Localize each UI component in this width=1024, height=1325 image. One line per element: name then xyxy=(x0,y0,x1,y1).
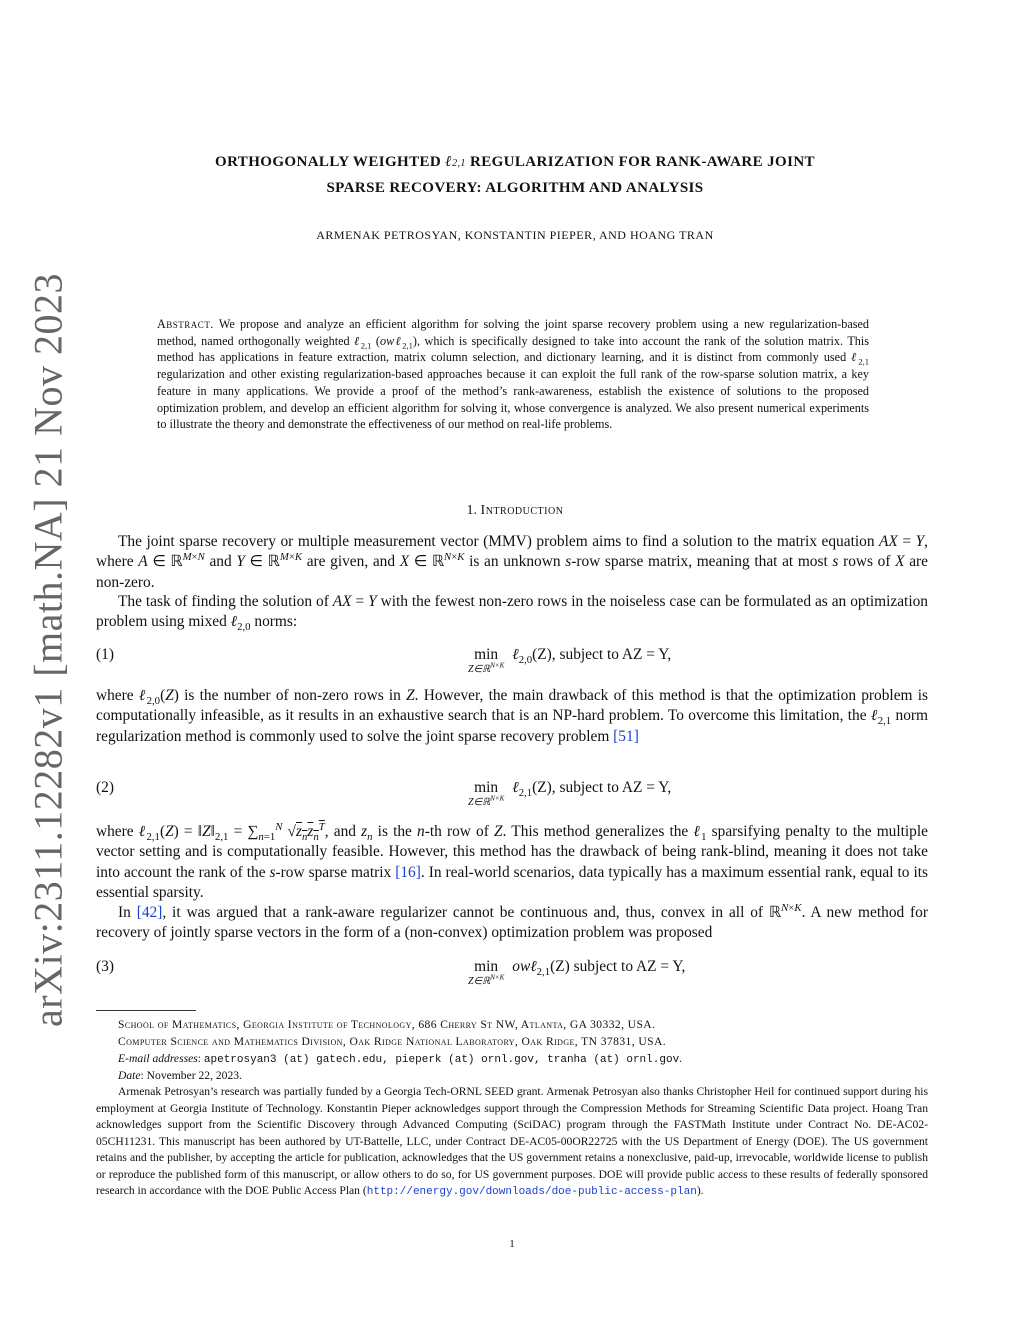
min-domain-dim: N×K xyxy=(490,661,505,670)
equation-1 xyxy=(96,646,928,680)
doe-access-plan-link[interactable]: http://energy.gov/downloads/doe-public-access-plan xyxy=(366,1186,697,1198)
intro-paragraph-3: where ℓ$_{2,0}$(Z) is the number of non-zero rows in Z. However, the main drawback of this method is that the optimization problem is computationally infeasible, as it results in an exhaustive search that is an NP-hard problem. To overcome this limitation, the ℓ$_{2,1}$ norm regularization method is commonly used to solve the joint sparse recovery problem [51] xyxy=(96,687,928,745)
intro-paragraph-4: where ℓ$_{2,1}$(Z) = $‖Z‖_{2,1} = \sum_{n=1}^N$ $√z_nz_n^T$, and $z_n$ is the n-th row of Z. This method generalizes the ℓ$_1$ sparsifying penalty to the multiple vector setting and is computationally feasible. However, this method has the drawback of being rank-blind, meaning it does not take into account the rank of the s-row sparse matrix [16]. In real-world scenarios, data typically has a maximum essential rank, equal to its essential sparsity. xyxy=(96,820,928,901)
title-line2: SPARSE RECOVERY: ALGORITHM AND ANALYSIS xyxy=(326,180,704,196)
intro-paragraph-2: The task of finding the solution of AX = Y with the fewest non-zero rows in the noiseless case can be formulated as an optimization problem using mixed ℓ$_{2,0}$ norms: xyxy=(96,593,928,634)
min-operator: min xyxy=(474,779,499,796)
abstract-label: Abstract. xyxy=(157,317,214,331)
p2-text-a: The task of finding the solution of xyxy=(118,593,333,610)
equation-number: (1) xyxy=(96,646,114,663)
date-line xyxy=(96,1068,928,1085)
min-domain: Z∈ℝ xyxy=(468,664,491,675)
affiliation-1 xyxy=(96,1017,928,1034)
email-label: E-mail addresses xyxy=(118,1052,198,1065)
equation-symbol: owℓ xyxy=(512,958,537,975)
citation-link[interactable]: [16] xyxy=(395,863,421,881)
min-domain: Z∈ℝ xyxy=(468,797,491,808)
arxiv-sidebar-stamp xyxy=(18,273,78,1027)
p5-text-a: In xyxy=(118,904,137,921)
footnote-rule xyxy=(96,1010,196,1011)
section-heading-introduction xyxy=(120,503,910,519)
equation-tail: (Z) subject to AZ = Y, xyxy=(550,958,686,975)
p1-text-h: are non-zero. xyxy=(96,553,928,591)
equation-min xyxy=(468,779,504,808)
abstract-text-1: We propose and analyze an efficient algorithm for solving the joint sparse recovery problem using a new regularization-based method, named orthogonally weighted xyxy=(157,317,869,348)
funding-end: ). xyxy=(696,1184,704,1197)
email-addresses: E-mail addresses: apetrosyan3 (at) gatech.edu, pieperk (at) ornl.gov, tranha (at) ornl.gov. xyxy=(118,1052,683,1066)
date-value: : November 22, 2023. xyxy=(140,1069,242,1082)
min-domain-dim: N×K xyxy=(490,973,505,982)
title-line1-a: ORTHOGONALLY WEIGHTED xyxy=(215,154,446,170)
p2-text-b: with the fewest non-zero rows in the noiseless case can be formulated as an optimization problem using mixed xyxy=(96,593,928,631)
p5-text-c: . A new method for recovery of jointly sparse vectors in the form of a (non-convex) optimization problem was proposed xyxy=(96,904,929,942)
p1-text-e: is an unknown xyxy=(464,553,566,571)
intro-paragraph-1: The joint sparse recovery or multiple measurement vector (MMV) problem aims to find a solution to the matrix equation AX = Y, where A ∈ ℝ$^{M\times N}$ and Y ∈ ℝ$^{M\times K}$ are given, and X ∈ ℝ$^{N\times K}$ is an unknown s-row sparse matrix, meaning that at most s rows of X are non-zero. xyxy=(96,533,928,591)
abstract-text-4: regularization and other existing regularization-based approaches because it can exploit the full rank of the row-sparse solution matrix, a key feature in many applications. We provide a proof of the method’s rank-awareness, establish the existence of solutions to the proposed optimization problem, and develop an efficient algorithm for solving it, whose convergence is analyzed. We also present numerical experiments to illustrate the theory and demonstrate the effectiveness of our method on real-life problems. xyxy=(157,367,869,432)
p1-text-f: -row sparse matrix, meaning that at most xyxy=(571,553,833,571)
equation-min xyxy=(468,958,504,987)
affiliation-1-text: School of Mathematics, Georgia Institute of Technology, 686 Cherry St NW, Atlanta, GA 30332, USA. xyxy=(118,1018,656,1031)
p2-text-c: norms: xyxy=(250,613,298,631)
min-domain-dim: N×K xyxy=(490,794,505,803)
p4-text-c: is the xyxy=(372,823,418,840)
funding-text: Armenak Petrosyan’s research was partially funded by a Georgia Tech-ORNL SEED grant. Armenak Petrosyan also thanks Christopher Heil for continued support during his employment at Georgia Institute of Technology. Konstantin Pieper acknowledges support through the Compression Methods for Streaming Scientific Data project. Hoang Tran acknowledges support from the Scientific Discovery through Advanced Computing (SciDAC) program through the FASTMath Institute under Contract No. DE-AC02-05CH11231. This manuscript has been authored by UT-Battelle, LLC, under Contract DE-AC05-00OR22725 with the US Department of Energy (DOE). The US government retains and the publisher, by accepting the article for publication, acknowledges that the US government retains a nonexclusive, paid-up, irrevocable, worldwide license to publish or reproduce the published form of this manuscript, or allow others to do so, for US government purposes. DOE will provide public access to these results of federally sponsored research in accordance with the DOE Public Access Plan ( xyxy=(96,1085,928,1197)
min-operator: min xyxy=(474,646,499,663)
p1-text-g: rows of xyxy=(838,553,896,571)
citation-link[interactable]: [42] xyxy=(136,904,163,921)
email-list: apetrosyan3 (at) gatech.edu, pieperk (at) ornl.gov, tranha (at) ornl.gov xyxy=(203,1054,680,1066)
citation-link[interactable]: [51] xyxy=(613,727,639,745)
p4-text-b: , and xyxy=(324,823,362,840)
paper-title: ORTHOGONALLY WEIGHTED ℓ2,1 REGULARIZATION FOR RANK-AWARE JOINT SPARSE RECOVERY: ALGORITHM AND ANALYSIS xyxy=(120,150,910,200)
equation-tail: (Z), subject to AZ = Y, xyxy=(532,646,672,663)
section-title: Introduction xyxy=(480,503,564,518)
abstract-text-2: ( xyxy=(371,333,380,348)
p3-text-d: norm regularization method is commonly used to solve the joint sparse recovery problem xyxy=(96,707,928,745)
p3-text-c: . However, the main drawback of this method is that the optimization problem is computationally infeasible, as it results in an exhaustive search that is an NP-hard problem. To overcome this limitation, the xyxy=(96,687,928,725)
affiliation-2 xyxy=(96,1034,928,1051)
equation-number: (2) xyxy=(96,779,114,796)
p3-text-b: is the number of non-zero rows in xyxy=(178,687,407,704)
min-operator: min xyxy=(474,958,499,975)
p1-text-c: and xyxy=(204,553,237,571)
p3-text-a: where xyxy=(96,687,139,704)
arxiv-identifier: arXiv:2311.12282v1 [math.NA] 21 Nov 2023 xyxy=(25,273,71,1027)
p1-text-a: The joint sparse recovery or multiple measurement vector (MMV) problem aims to find a solution to the matrix equation xyxy=(118,533,880,550)
p4-text-h: . In real-world scenarios, data typically has a maximum essential rank, equal to its essential sparsity. xyxy=(96,863,928,901)
p4-text-d: -th row of xyxy=(424,823,495,840)
section-number: 1. xyxy=(466,503,481,518)
p4-text-g: -row sparse matrix xyxy=(275,863,396,881)
equation-tail: (Z), subject to AZ = Y, xyxy=(532,779,672,796)
p4-text-a: where xyxy=(96,823,139,840)
title-line1-b: REGULARIZATION FOR RANK-AWARE JOINT xyxy=(465,154,815,170)
equation-number: (3) xyxy=(96,958,114,975)
intro-paragraph-5: In [42], it was argued that a rank-aware regularizer cannot be continuous and, thus, convex in all of ℝ$^{N\times K}$. A new method for recovery of jointly sparse vectors in the form of a (non-convex) optimization problem was proposed xyxy=(96,901,929,942)
equation-subscript: 2,1 xyxy=(536,966,551,979)
equation-symbol: ℓ xyxy=(512,779,519,796)
p4-text-f: sparsifying penalty to the multiple vector setting and is computationally feasible. However, this method has the drawback of being rank-blind, meaning it does not take into account the rank of the xyxy=(96,823,928,881)
abstract-text-3: ), which is specifically designed to take into account the rank of the solution matrix. This method has applications in feature extraction, matrix column selection, and dictionary learning, and it is distinct from commonly used xyxy=(157,333,870,365)
equation-subscript: 2,0 xyxy=(518,654,533,667)
page-number: 1 xyxy=(509,1238,515,1250)
min-domain: Z∈ℝ xyxy=(468,976,491,987)
p4-text-e: . This method generalizes the xyxy=(502,823,694,840)
date-label: Date xyxy=(118,1069,141,1082)
equation-2 xyxy=(96,779,928,813)
p1-text-d: are given, and xyxy=(302,553,400,571)
equation-3 xyxy=(96,958,928,992)
equation-symbol: ℓ xyxy=(512,646,519,663)
affiliation-2-text: Computer Science and Mathematics Division, Oak Ridge National Laboratory, Oak Ridge, TN 37831, USA. xyxy=(118,1035,667,1048)
abstract: Abstract. We propose and analyze an efficient algorithm for solving the joint sparse recovery problem using a new regularization-based method, named orthogonally weighted ℓ$_{2,1}$ (owℓ$_{2,1}$), which is specifically designed to take into account the rank of the solution matrix. This method has applications in feature extraction, matrix column selection, and dictionary learning, and it is distinct from commonly used ℓ$_{2,1}$ regularization and other existing regularization-based approaches because it can exploit the full rank of the row-sparse solution matrix, a key feature in many applications. We provide a proof of the method’s rank-awareness, establish the existence of solutions to the proposed optimization problem, and develop an efficient algorithm for solving it, whose convergence is analyzed. We also present numerical experiments to illustrate the theory and demonstrate the effectiveness of our method on real-life problems. xyxy=(157,317,870,432)
author-list: ARMENAK PETROSYAN, KONSTANTIN PIEPER, AND HOANG TRAN xyxy=(316,228,714,242)
equation-min xyxy=(468,646,504,675)
p1-text-b: , where xyxy=(96,533,928,571)
equation-subscript: 2,1 xyxy=(518,787,533,800)
p5-text-b: , it was argued that a rank-aware regularizer cannot be continuous and, thus, convex in all of xyxy=(162,904,769,921)
funding-note xyxy=(96,1084,928,1201)
